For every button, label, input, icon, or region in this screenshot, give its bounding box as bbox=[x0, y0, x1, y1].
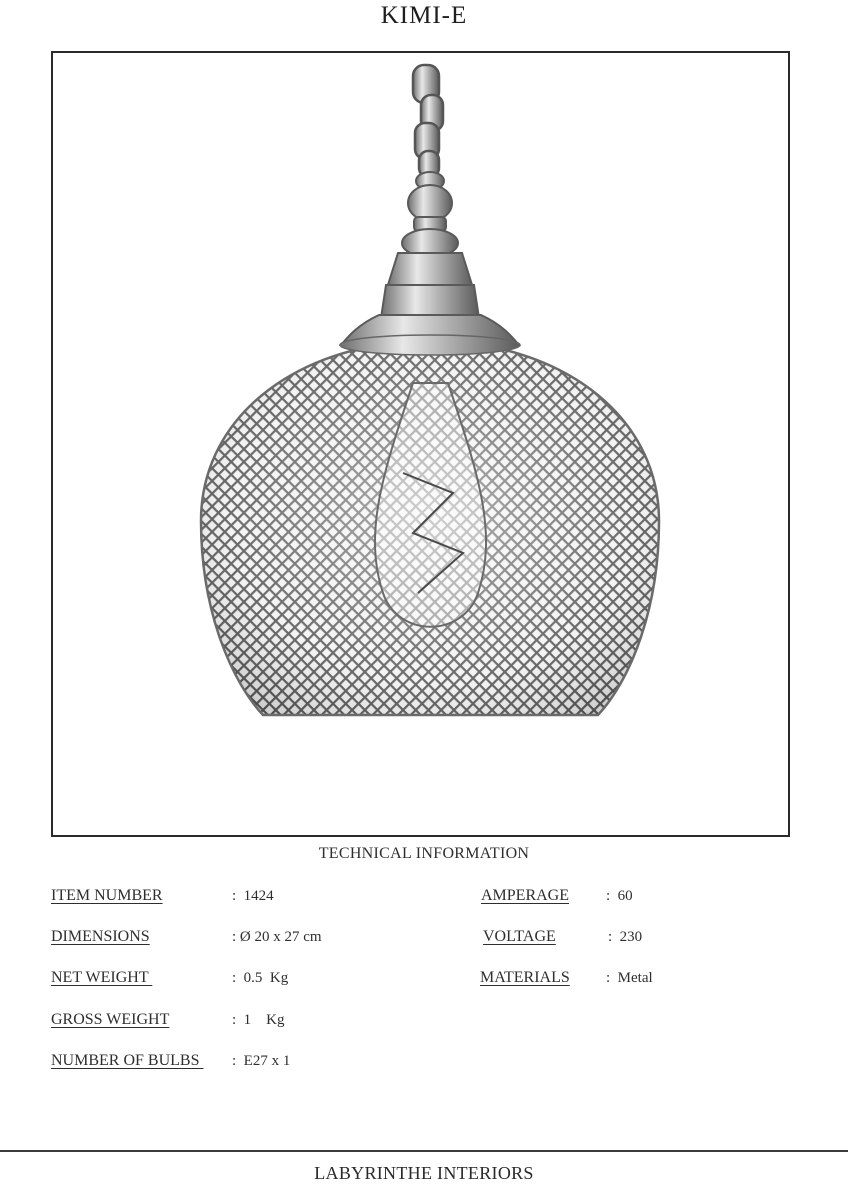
spec-value-item-number: : 1424 bbox=[232, 888, 274, 904]
product-title: KIMI-E bbox=[380, 2, 468, 29]
spec-label-materials: MATERIALS bbox=[480, 969, 570, 986]
product-photo-frame bbox=[51, 51, 790, 837]
spec-label-amperage: AMPERAGE bbox=[481, 887, 570, 904]
lamp-neck bbox=[341, 172, 519, 345]
spec-value-gross-weight: : 1 Kg bbox=[232, 1012, 285, 1028]
section-title: TECHNICAL INFORMATION bbox=[318, 845, 530, 862]
spec-value-materials: : Metal bbox=[606, 970, 653, 986]
spec-label-dimensions: DIMENSIONS bbox=[51, 928, 150, 945]
spec-value-number-of-bulbs: : E27 x 1 bbox=[232, 1053, 291, 1069]
chain bbox=[413, 65, 443, 177]
footer-divider bbox=[0, 1150, 848, 1152]
pendant-lamp-illustration bbox=[53, 53, 788, 835]
spec-value-amperage: : 60 bbox=[606, 888, 633, 904]
spec-label-gross-weight: GROSS WEIGHT bbox=[51, 1011, 170, 1028]
spec-label-net-weight: NET WEIGHT bbox=[51, 969, 153, 986]
company-name: LABYRINTHE INTERIORS bbox=[314, 1163, 534, 1183]
spec-value-voltage: : 230 bbox=[608, 929, 643, 945]
spec-value-dimensions: : Ø 20 x 27 cm bbox=[232, 929, 322, 945]
spec-value-net-weight: : 0.5 Kg bbox=[232, 970, 289, 986]
spec-label-item-number: ITEM NUMBER bbox=[51, 887, 163, 904]
spec-label-number-of-bulbs: NUMBER OF BULBS bbox=[51, 1052, 204, 1069]
spec-label-voltage: VOLTAGE bbox=[483, 928, 556, 945]
